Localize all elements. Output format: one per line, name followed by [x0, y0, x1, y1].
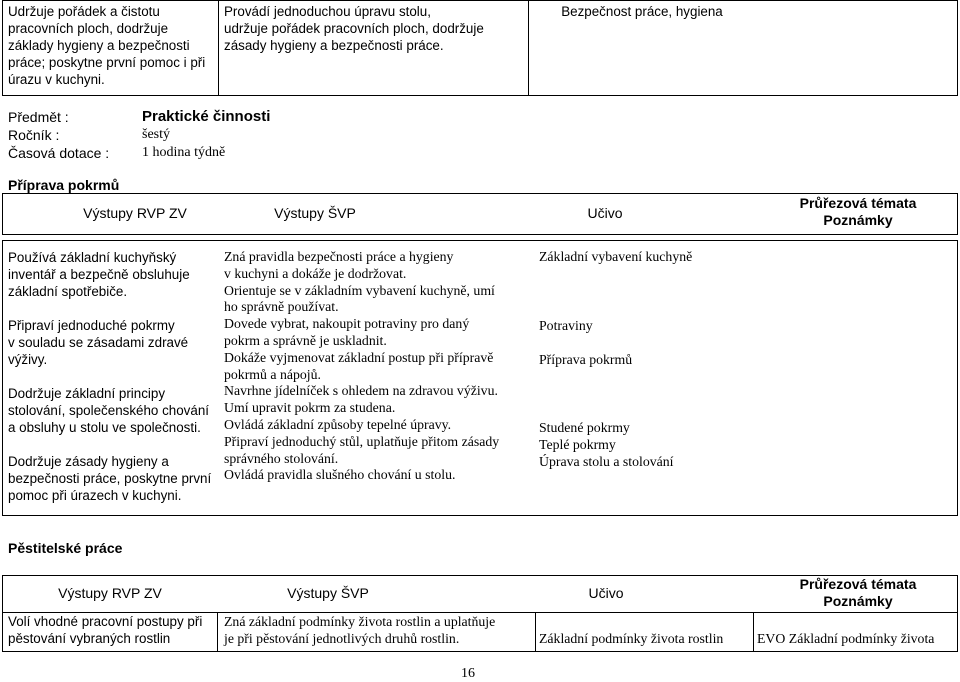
ucivo-item: Základní vybavení kuchyně: [539, 249, 693, 264]
section1-svp-column: [224, 249, 524, 484]
text-line: v kuchyni a dokáže je dodržovat.: [224, 265, 407, 281]
header-ucivo: Učivo: [587, 205, 623, 221]
section1-rvp-column: [8, 249, 214, 504]
text-line: Připraví jednoduché pokrmy: [8, 318, 175, 333]
subject-value: Praktické činnosti: [142, 108, 271, 125]
hours-value: 1 hodina týdně: [142, 145, 226, 160]
text-line: práce; poskytne první pomoc i při: [8, 55, 206, 70]
section-title: Pěstitelské práce: [8, 540, 123, 556]
text-line: výživy.: [8, 352, 48, 367]
text-line: pracovních ploch, dodržuje: [8, 21, 169, 36]
text-line: Dokáže vyjmenovat základní postup při přípravě: [224, 349, 494, 365]
section2-svp: [224, 613, 534, 647]
text-line: základní spotřebiče.: [8, 284, 128, 299]
ucivo-item: Příprava pokrmů: [539, 352, 633, 367]
text-line: Zná základní podmínky života rostlin a uplatňuje: [224, 614, 496, 629]
top-table-col1: [8, 3, 213, 88]
text-line: Ovládá pravidla slušného chování u stolu.: [224, 467, 456, 483]
ucivo-item: Teplé pokrmy: [539, 436, 616, 452]
text-line: Ovládá základní způsoby tepelné úpravy.: [224, 416, 452, 432]
ucivo-item-group: [539, 420, 674, 470]
rvp-item: [8, 249, 214, 300]
rvp-item: [8, 317, 214, 368]
section2-ucivo: Základní podmínky života rostlin: [539, 631, 724, 646]
text-line: zásady hygieny a bezpečnosti práce.: [224, 38, 444, 53]
header-notes: Poznámky: [823, 593, 893, 609]
top-table-divider: [218, 1, 219, 95]
text-line: je při pěstování jednotlivých druhů rostlin.: [224, 631, 460, 646]
text-line: Udržuje pořádek a čistotu: [8, 4, 160, 19]
text-line: Dodržuje zásady hygieny a: [8, 454, 169, 469]
section2-topics: EVO Základní podmínky života: [757, 631, 935, 646]
grade-label: Ročník :: [8, 127, 60, 143]
text-line: Umí upravit pokrm za studena.: [224, 400, 396, 416]
text-line: v souladu se zásadami zdravé: [8, 335, 189, 350]
text-line: pokrm a správně je uskladnit.: [224, 332, 387, 348]
top-table-col3: Bezpečnost práce, hygiena: [561, 4, 723, 19]
text-line: Zná pravidla bezpečnosti práce a hygieny: [224, 249, 454, 264]
text-line: Volí vhodné pracovní postupy při: [8, 614, 203, 629]
text-line: a obsluhy u stolu ve společnosti.: [8, 420, 201, 435]
header-svp: Výstupy ŠVP: [287, 585, 369, 601]
rvp-item: [8, 453, 214, 504]
header-rvp: Výstupy RVP ZV: [58, 585, 162, 601]
text-line: správného stolování.: [224, 450, 339, 466]
ucivo-item: Potraviny: [539, 318, 593, 333]
header-topics: Průřezová témata: [799, 576, 917, 592]
header-topics-notes: [760, 195, 956, 229]
table-divider: [217, 613, 218, 651]
page-number: 16: [461, 666, 475, 681]
rvp-item: [8, 385, 214, 436]
text-line: Používá základní kuchyňský: [8, 250, 177, 265]
section-title: Příprava pokrmů: [8, 177, 120, 193]
hours-label: Časová dotace :: [8, 145, 110, 161]
grade-value: šestý: [142, 127, 170, 142]
text-line: Dodržuje základní principy: [8, 386, 166, 401]
text-line: ho správně používat.: [224, 299, 339, 315]
top-table-col2: [224, 3, 524, 54]
text-line: udržuje pořádek pracovních ploch, dodržuje: [224, 21, 484, 36]
subject-label: Předmět :: [8, 109, 69, 125]
header-rvp: Výstupy RVP ZV: [83, 205, 187, 221]
text-line: úrazu v kuchyni.: [8, 72, 105, 87]
header-ucivo: Učivo: [588, 585, 624, 601]
text-line: Provádí jednoduchou úpravu stolu,: [224, 4, 431, 19]
text-line: Orientuje se v základním vybavení kuchyně, umí: [224, 282, 495, 298]
ucivo-item: Studené pokrmy: [539, 420, 630, 435]
text-line: stolování, společenského chování: [8, 403, 209, 418]
text-line: základy hygieny a bezpečnosti: [8, 38, 190, 53]
section2-rvp: [8, 613, 214, 647]
text-line: inventář a bezpečně obsluhuje: [8, 267, 190, 282]
subject-info-values: [142, 107, 270, 162]
text-line: Dovede vybrat, nakoupit potraviny pro daný: [224, 316, 470, 332]
header-notes: Poznámky: [823, 212, 893, 228]
text-line: pěstování vybraných rostlin: [8, 631, 171, 646]
table-divider: [535, 613, 536, 651]
ucivo-item: Úprava stolu a stolování: [539, 453, 674, 469]
text-line: pomoc při úrazech v kuchyni.: [8, 488, 182, 503]
header-topics: Průřezová témata: [799, 195, 917, 211]
text-line: pokrmů a nápojů.: [224, 366, 321, 382]
text-line: Navrhne jídelníček s ohledem na zdravou výživu.: [224, 383, 498, 399]
text-line: Připraví jednoduchý stůl, uplatňuje přitom zásady: [224, 433, 500, 449]
subject-info-labels: [8, 108, 109, 162]
text-line: bezpečnosti práce, poskytne první: [8, 471, 212, 486]
header-topics-notes: [760, 576, 956, 610]
header-svp: Výstupy ŠVP: [274, 205, 356, 221]
